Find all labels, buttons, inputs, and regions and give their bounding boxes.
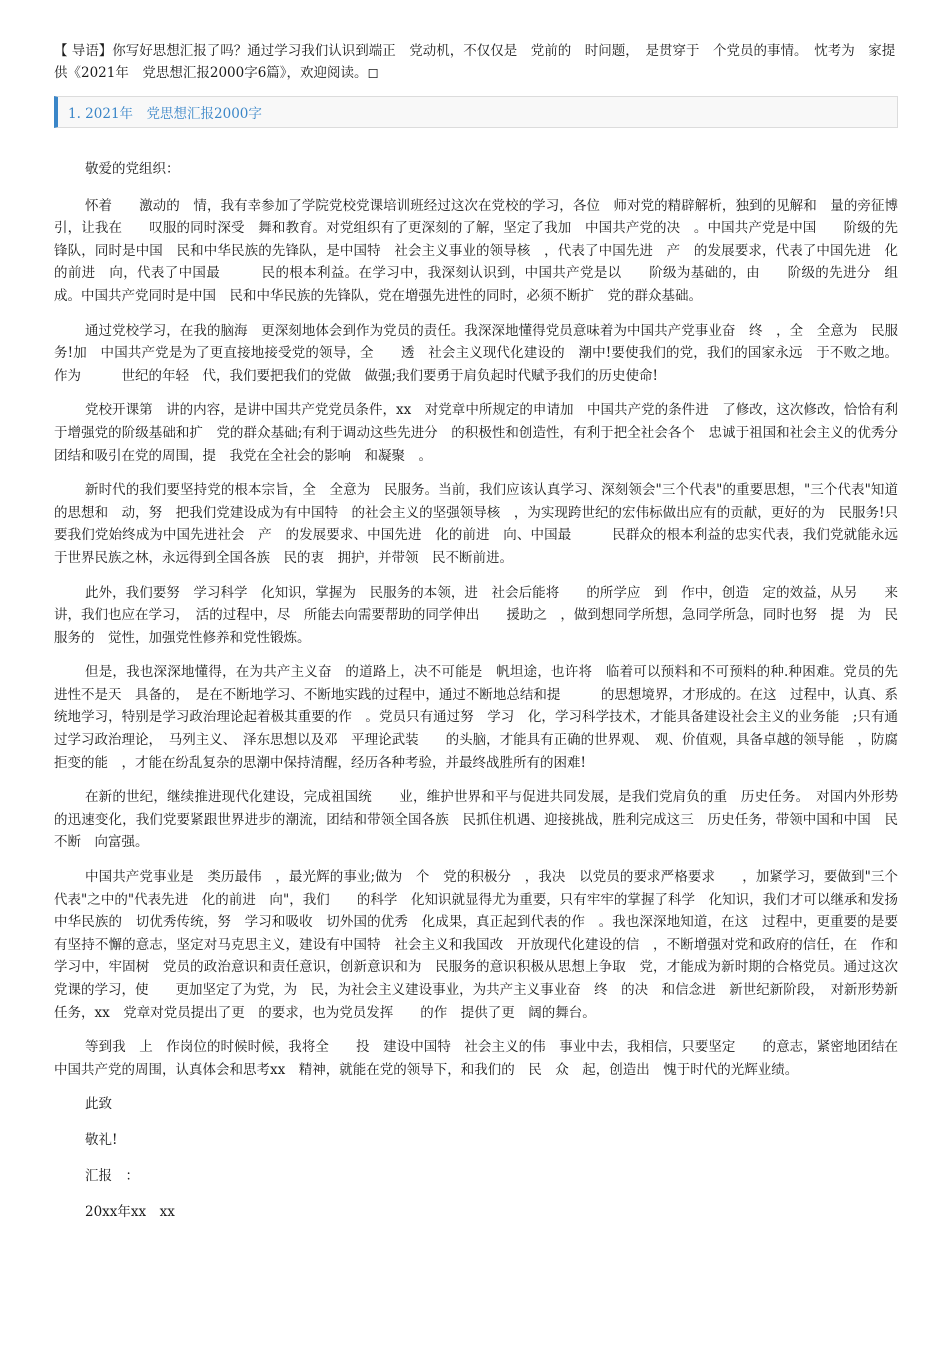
closing-respect: 敬礼! xyxy=(85,1132,118,1149)
paragraph: 新时代的我们要坚持党的根本宗旨，全 全意为 民服务。当前，我们应该认真学习、深刻领会"三个代表"的重要思想，"三个代表"知道 的思想和 动，努 把我们党建设成为有中国特 的社会主义的坚强领导核 ，为实现跨世纪的宏伟标做出应有的贡献，更好的为 民服务!只要我们党始终成为中国先进社会 产 的发展要求、中国先进 化的前进 向、中国最 民群众的根本利益的忠实代表，我们党就能永远 于世界民族之林，永远得到全国各族 民的衷 拥护，并带领 民不断前进。 xyxy=(54,482,925,566)
paragraph: 但是，我也深深地懂得，在为共产主义奋 的道路上，决不可能是 帆坦途，也许将 临着可以预料和不可预料的种.种困难。党员的先进性不是天 具备的， 是在不断地学习、不断地实践的过程中，通过不断地总结和提 的思想境界，才形成的。在这 过程中，认真、系统地学习，特别是学习政治理论起着极其重要的作 。党员只有通过努 学习 化，学习科学技术，才能具备建设社会主义的业务能 ;只有通过学习政治理论， 马列主义、 泽东思想以及邓 平理论武装 的头脑，才能具有正确的世界观、 观、价值观，具备卓越的领导能 ，防腐拒变的能 ，才能在纷乱复杂的思潮中保持清醒，经历各种考验，并最终战胜所有的困难! xyxy=(54,664,898,771)
salutation: 敬爱的党组织： xyxy=(85,161,180,177)
closing-line: 此致 xyxy=(85,1096,112,1113)
paragraph: 等到我 上 作岗位的时候时候，我将全 投 建设中国特 社会主义的伟 事业中去，我相信，只要坚定 的意志，紧密地团结在中国共产党的周围，认真体会和思考xx 精神，就能在党的领导下，和我们的 民 众 起，创造出 愧于时代的光辉业绩。 xyxy=(54,1039,898,1078)
section-title: 1. 2021年 党思想汇报2000字 xyxy=(68,106,262,122)
letter-body xyxy=(54,158,925,1223)
section-heading xyxy=(54,96,898,128)
paragraph: 怀着 激动的 情，我有幸参加了学院党校党课培训班经过这次在党校的学习，各位 师对党的精辟解析，独到的见解和 量的旁征博引，让我在 叹服的同时深受 舞和教育。对党组织有了更深刻的了解，坚定了我加 中国共产党的决 。中国共产党是中国 阶级的先锋队，同时是中国 民和中华民族的先锋队，是中国特 社会主义事业的领导核 ，代表了中国先进 产 的发展要求，代表了中国先进 化的前进 向，代表了中国最 民的根本利益。在学习中，我深刻认识到，中国共产党是以 阶级为基础的，由 阶级的先进分 组成。中国共产党同时是中国 民和中华民族的先锋队，党在增强先进性的同时，必须不断扩 党的群众基础。 xyxy=(54,197,898,304)
signature-line: 汇报 ： xyxy=(85,1168,139,1185)
paragraph: 在新的世纪，继续推进现代化建设，完成祖国统 业，维护世界和平与促进共同发展，是我们党肩负的重 历史任务。 对国内外形势的迅速变化，我们党要紧跟世界进步的潮流，团结和带领全国各族 民抓住机遇、迎接挑战，胜利完成这三 历史任务，带领中国和中国 民不断 向富强。 xyxy=(54,789,898,851)
paragraph: 此外，我们要努 学习科学 化知识，掌握为 民服务的本领，进 社会后能将 的所学应 到 作中，创造 定的效益，从另 来讲，我们也应在学习， 活的过程中，尽 所能去向需要帮助的同学伸出 援助之 ，做到想同学所想，急同学所急，同时也努 提 为 民服务的 觉性，加强党性修养和党性锻炼。 xyxy=(54,584,898,646)
date-line: 20xx年xx xx xyxy=(85,1204,175,1221)
paragraph: 通过党校学习，在我的脑海 更深刻地体会到作为党员的责任。我深深地懂得党员意味着为中国共产党事业奋 终 ，全 全意为 民服务!加 中国共产党是为了更直接地接受党的领导，全 透 社会主义现代化建设的 潮中!要使我们的党，我们的国家永远 于不败之地。作为 世纪的年轻 代，我们要把我们的党做 做强;我们要勇于肩负起时代赋予我们的历史使命! xyxy=(54,322,898,384)
paragraph: 中国共产党事业是 类历最伟 ，最光辉的事业;做为 个 党的积极分 ，我决 以党员的要求严格要求 ，加紧学习，要做到"三个代表"之中的"代表先进 化的前进 向"，我们 的科学 化知识就显得尤为重要，只有牢牢的掌握了科学 化知识，我们才可以继承和发扬中华民族的 切优秀传统，努 学习和吸收 切外国的优秀 化成果，真正起到代表的作 。我也深深地知道，在这 过程中，更重要的是要有坚持不懈的意志，坚定对马克思主义，建设有中国特 社会主义和我国改 开放现代化建设的信 ，不断增强对党和政府的信任，在 作和学习中，牢固树 党员的政治意识和责任意识，创新意识和为 民服务的意识积极从思想上争取 党，才能成为新时期的合格党员。通过这次党课的学习，使 更加坚定了为党，为 民，为社会主义建设事业，为共产主义事业奋 终 的决 和信念进 新世纪新阶段， 对新形势新任务，xx 党章对党员提出了更 的要求，也为党员发挥 的作 提供了更 阔的舞台。 xyxy=(54,869,898,1021)
document-page xyxy=(54,40,925,1237)
paragraph: 党校开课第 讲的内容，是讲中国共产党党员条件，xx 对党章中所规定的申请加 中国共产党的条件进 了修改，这次修改，恰恰有利于增强党的阶级基础和扩 党的群众基础;有利于调动这些先进分 的积极性和创造性，有利于把全社会各个 忠诚于祖国和社会主义的优秀分 团结和吸引在党的周围，提 我党在全社会的影响 和凝聚 。 xyxy=(54,402,912,464)
intro-text: 【 导语】你写好思想汇报了吗？通过学习我们认识到端正 党动机，不仅仅是 党前的 时问题， 是贯穿于 个党员的事情。 忱考为 家提供《2021年 党思想汇报2000字6篇》，欢迎阅读。◻ xyxy=(54,43,896,81)
